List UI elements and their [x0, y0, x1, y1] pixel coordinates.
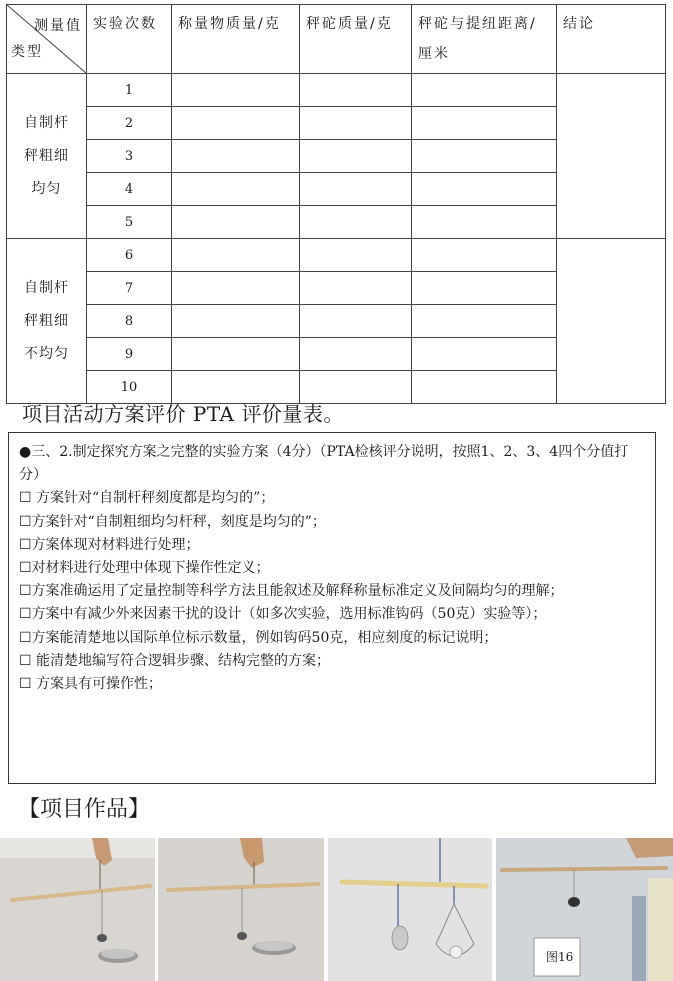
table-cell [172, 338, 300, 371]
experiment-table [6, 4, 666, 404]
table-cell [412, 272, 557, 305]
table-cell [172, 74, 300, 107]
table-cell [172, 107, 300, 140]
steelyard-photo-1 [0, 838, 155, 981]
criteria-item: ☐方案体现对材料进行处理； [19, 536, 200, 553]
criteria-item: ☐ 能清楚地编写符合逻辑步骤、结构完整的方案； [19, 652, 330, 669]
figure-label: 图16 [546, 950, 574, 964]
trial-number: 4 [87, 173, 172, 206]
table-cell [300, 272, 412, 305]
trial-number: 9 [87, 338, 172, 371]
criteria-box [8, 432, 656, 784]
group-nonuniform-line-1: 自制杆 [24, 279, 69, 296]
table-cell [300, 173, 412, 206]
conclusion-cell [557, 74, 666, 239]
group-uniform-line-3: 均匀 [31, 180, 62, 197]
trial-number: 10 [87, 371, 172, 404]
trial-number: 1 [87, 74, 172, 107]
table-cell [412, 206, 557, 239]
criteria-item: ☐方案准确运用了定量控制等科学方法且能叙述及解释称量标准定义及间隔均匀的理解； [19, 583, 564, 600]
criteria-item: ☐ 方案具有可操作性； [19, 676, 163, 693]
criteria-item: ☐对材料进行处理中体现下操作性定义； [19, 560, 270, 577]
criteria-intro: ●三、2.制定探究方案之完整的实验方案（4分）（PTA检核评分说明，按照1、2、3、4四个分值打分） [19, 444, 629, 484]
group-uniform-line-2: 秤粗细 [24, 147, 69, 164]
steelyard-photo-3 [328, 838, 492, 981]
corner-top-label: 测量值 [34, 18, 82, 34]
table-cell [412, 305, 557, 338]
group-nonuniform-label [7, 239, 87, 404]
section-title: 项目活动方案评价 PTA 评价量表。 [22, 402, 344, 426]
steelyard-photo-4 [496, 838, 673, 981]
header-trial-number: 实验次数 [87, 5, 172, 74]
header-distance: 秤砣与提纽距离/厘米 [412, 5, 557, 74]
table-cell [412, 338, 557, 371]
header-object-mass: 称量物质量/克 [172, 5, 300, 74]
trial-number: 6 [87, 239, 172, 272]
table-cell [412, 371, 557, 404]
group-nonuniform-line-3: 不均匀 [24, 345, 69, 362]
table-cell [172, 173, 300, 206]
table-cell [300, 206, 412, 239]
table-cell [172, 305, 300, 338]
steelyard-photo-2 [158, 838, 324, 981]
trial-number: 2 [87, 107, 172, 140]
table-cell [412, 173, 557, 206]
group-nonuniform-line-2: 秤粗细 [24, 312, 69, 329]
table-cell [172, 272, 300, 305]
table-cell [300, 107, 412, 140]
criteria-item: ☐方案中有减少外来因素干扰的设计（如多次实验，选用标准钩码（50克）实验等）； [19, 606, 547, 623]
conclusion-cell [557, 239, 666, 404]
corner-bottom-label: 类型 [11, 44, 43, 60]
table-cell [172, 206, 300, 239]
table-cell [300, 338, 412, 371]
corner-header-cell [7, 5, 87, 74]
trial-number: 5 [87, 206, 172, 239]
trial-number: 3 [87, 140, 172, 173]
trial-number: 7 [87, 272, 172, 305]
criteria-item: ☐方案能清楚地以国际单位标示数量，例如钩码50克，相应刻度的标记说明； [19, 629, 498, 646]
table-cell [172, 239, 300, 272]
header-conclusion: 结论 [557, 5, 666, 74]
works-title: 【项目作品】 [18, 797, 151, 822]
table-cell [412, 107, 557, 140]
table-cell [412, 140, 557, 173]
header-weight-mass: 秤砣质量/克 [300, 5, 412, 74]
table-cell [172, 140, 300, 173]
table-cell [300, 239, 412, 272]
table-cell [412, 239, 557, 272]
table-cell [300, 140, 412, 173]
group-uniform-label [7, 74, 87, 239]
group-uniform-line-1: 自制杆 [24, 114, 69, 131]
table-cell [412, 74, 557, 107]
criteria-item: ☐方案针对“自制粗细均匀杆秤，刻度是均匀的”； [19, 513, 326, 530]
table-cell [300, 305, 412, 338]
criteria-item: ☐ 方案针对“自制杆秤刻度都是均匀的”； [19, 490, 275, 507]
trial-number: 8 [87, 305, 172, 338]
table-cell [300, 74, 412, 107]
